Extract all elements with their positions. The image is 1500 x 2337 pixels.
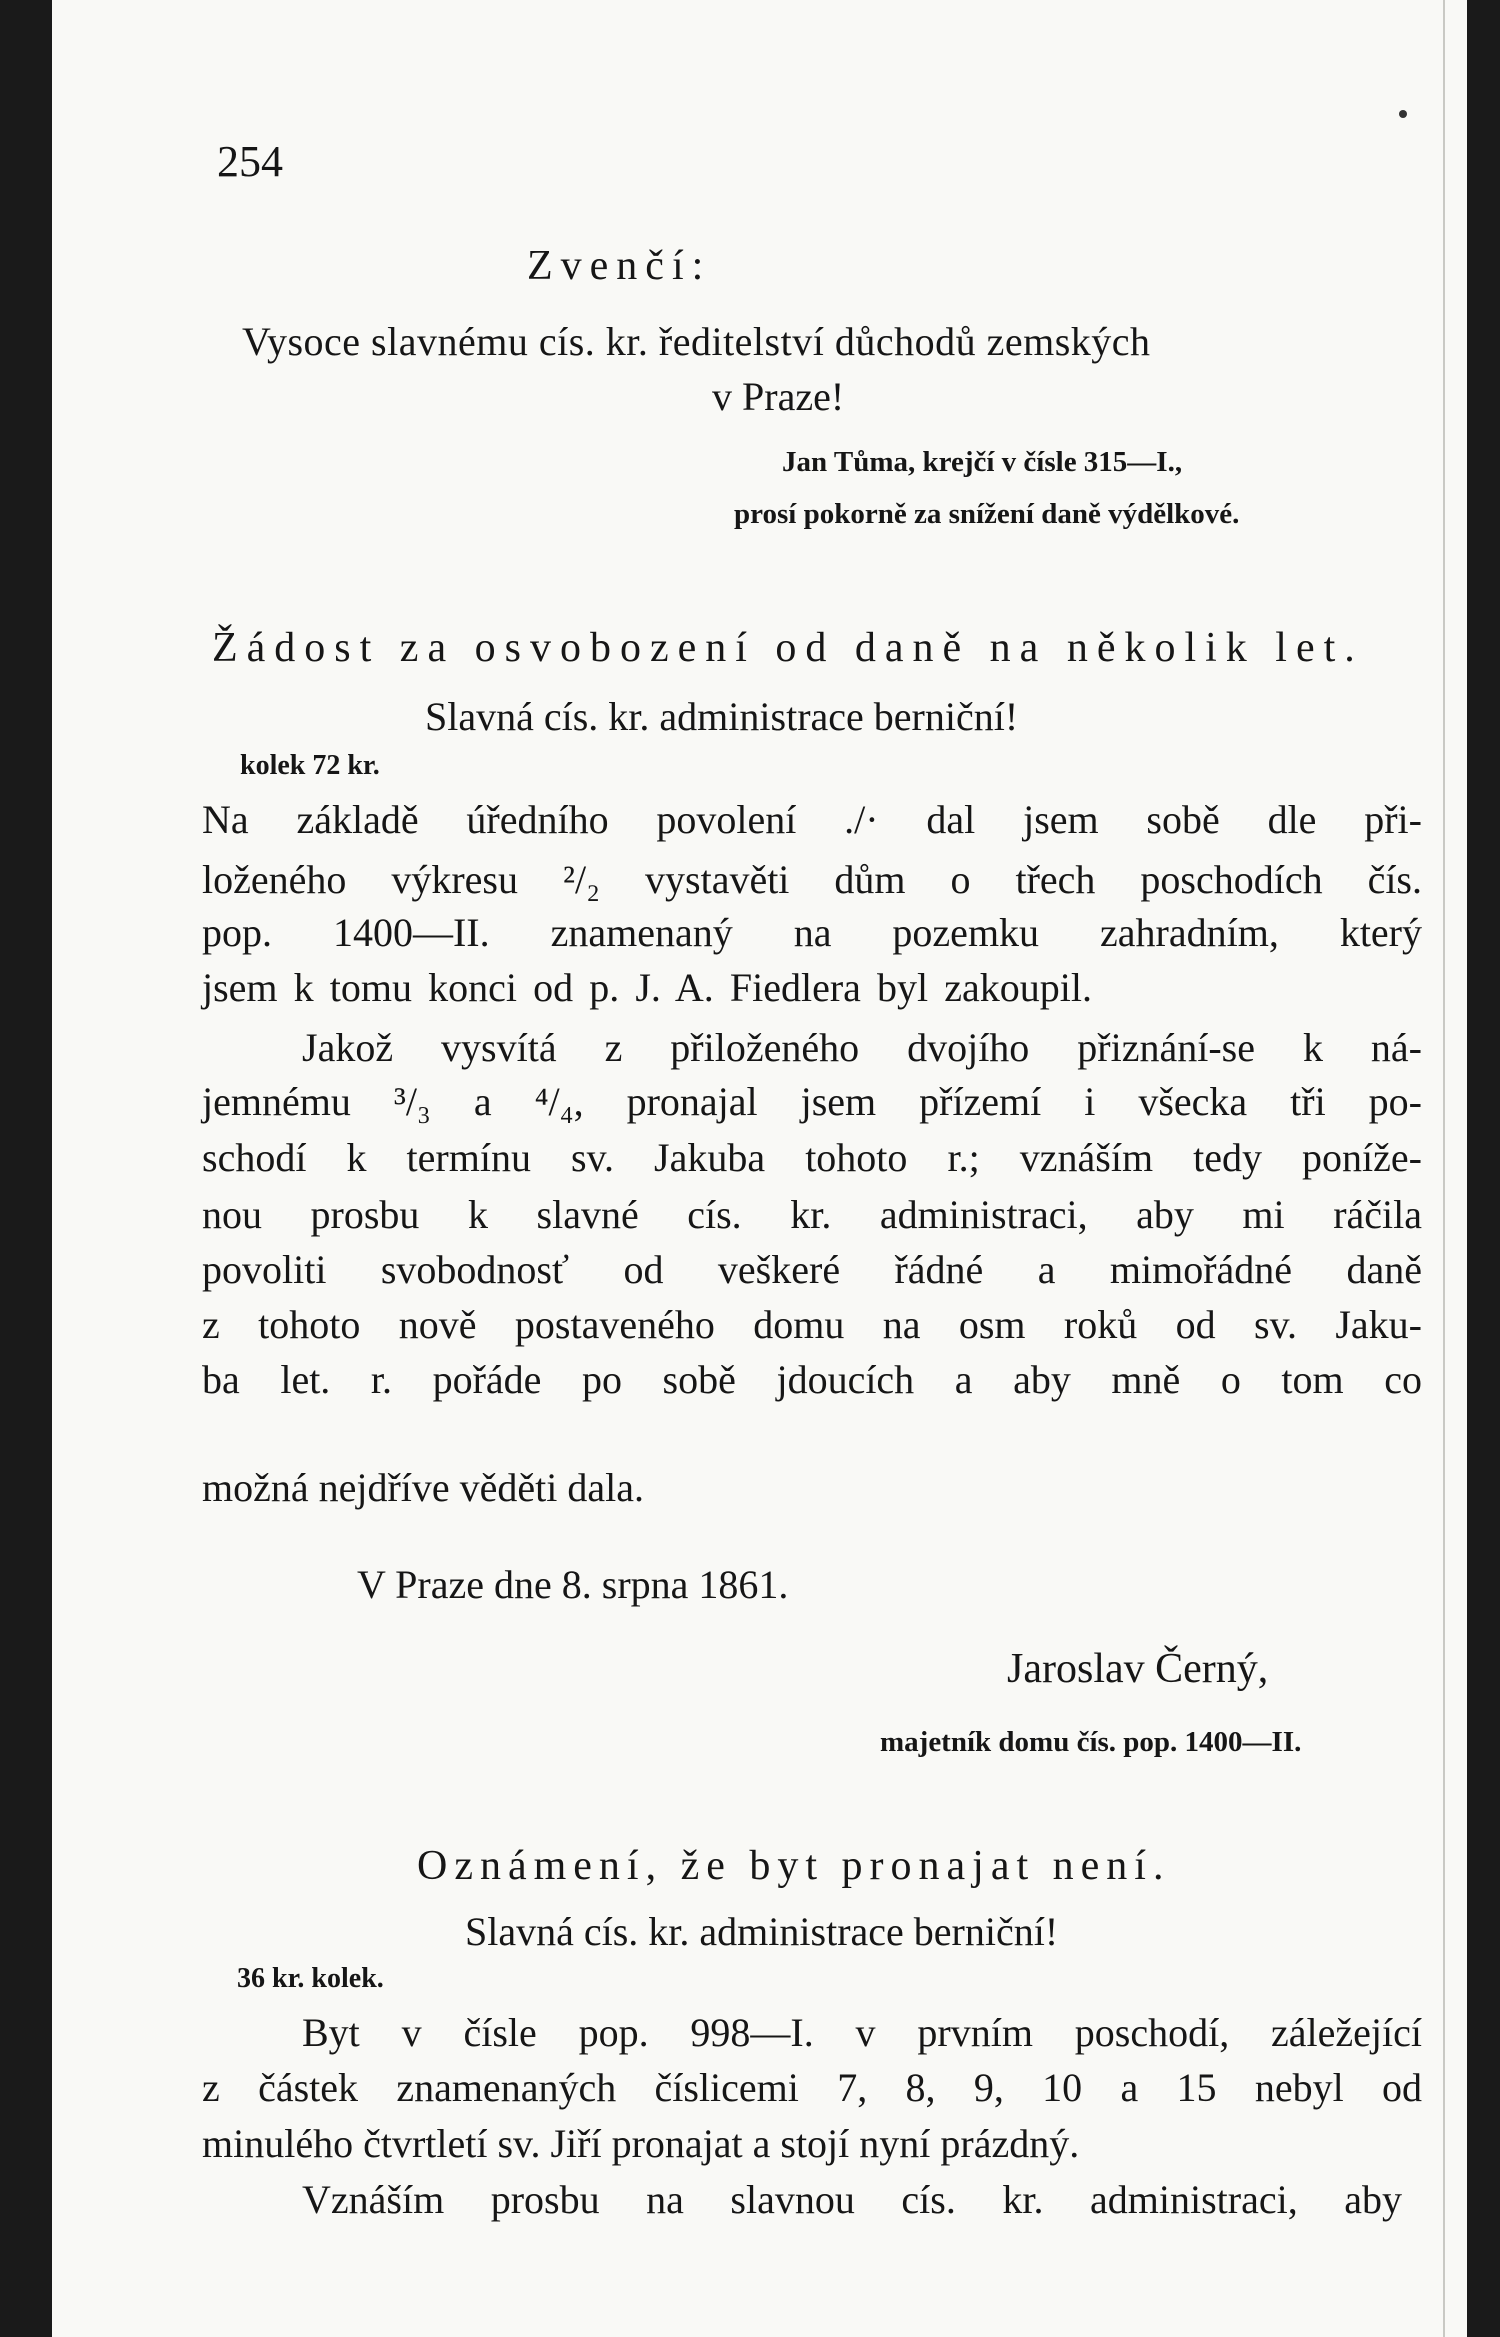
body-line: Na základě úředního povolení ./· dal jsem sobě dle při-: [202, 797, 1422, 842]
body-line: nou prosbu k slavné cís. kr. administraci, aby mi ráčila: [202, 1192, 1422, 1237]
heading-outside: Zvenčí:: [527, 243, 712, 289]
body-line: Byt v čísle pop. 998—I. v prvním poschodí, záležející: [302, 2010, 1422, 2055]
body-line: z částek znamenaných číslicemi 7, 8, 9, 10 a 15 nebyl od: [202, 2065, 1422, 2110]
section-1-title: Žádost za osvobození od daně na několik let.: [212, 625, 1364, 671]
signature: Jaroslav Černý,: [1007, 1646, 1269, 1692]
body-line: jsem k tomu konci od p. J. A. Fiedlera byl zakoupil.: [202, 965, 1092, 1010]
signature-title: majetník domu čís. pop. 1400—II.: [880, 1726, 1302, 1758]
body-line: pop. 1400—II. znamenaný na pozemku zahradním, který: [202, 910, 1422, 955]
body-line: Vznáším prosbu na slavnou cís. kr. administraci, aby: [302, 2177, 1402, 2222]
body-line: Jakož vysvítá z přiloženého dvojího přiznání-se k ná-: [302, 1025, 1422, 1070]
body-line: možná nejdříve věděti dala.: [202, 1465, 645, 1510]
body-line: loženého výkresu ²/₂ vystavěti dům o třech poschodích čís.: [202, 857, 1422, 902]
section-2-stamp: 36 kr. kolek.: [237, 1963, 384, 1994]
body-line: ba let. r. pořáde po sobě jdoucích a aby mně o tom co: [202, 1357, 1422, 1402]
page-number: 254: [217, 137, 283, 186]
page-edge: [1443, 0, 1445, 2337]
address-line-2: v Praze!: [712, 374, 845, 419]
body-line: jemnému ³/₃ a ⁴/₄, pronajal jsem přízemí i všecka tři po-: [202, 1079, 1422, 1124]
section-1-stamp: kolek 72 kr.: [240, 750, 380, 781]
section-2-title: Oznámení, že byt pronajat není.: [417, 1843, 1171, 1889]
section-1-salutation: Slavná cís. kr. administrace berniční!: [425, 694, 1019, 739]
section-2-salutation: Slavná cís. kr. administrace berniční!: [465, 1909, 1059, 1954]
address-line-1: Vysoce slavnému cís. kr. ředitelství důchodů zemských: [242, 319, 1151, 364]
ink-spot: [1399, 110, 1407, 118]
body-line: povoliti svobodnosť od veškeré řádné a mimořádné daně: [202, 1247, 1422, 1292]
body-line: schodí k termínu sv. Jakuba tohoto r.; vznáším tedy poníže-: [202, 1135, 1422, 1180]
letter-date: V Praze dne 8. srpna 1861.: [357, 1562, 789, 1607]
book-page: [52, 0, 1467, 2337]
petitioner-line-2: prosí pokorně za snížení daně výdělkové.: [734, 498, 1240, 530]
body-line: z tohoto nově postaveného domu na osm roků od sv. Jaku-: [202, 1302, 1422, 1347]
body-line: minulého čtvrtletí sv. Jiří pronajat a stojí nyní prázdný.: [202, 2121, 1080, 2166]
petitioner-line-1: Jan Tůma, krejčí v čísle 315—I.,: [782, 446, 1183, 478]
